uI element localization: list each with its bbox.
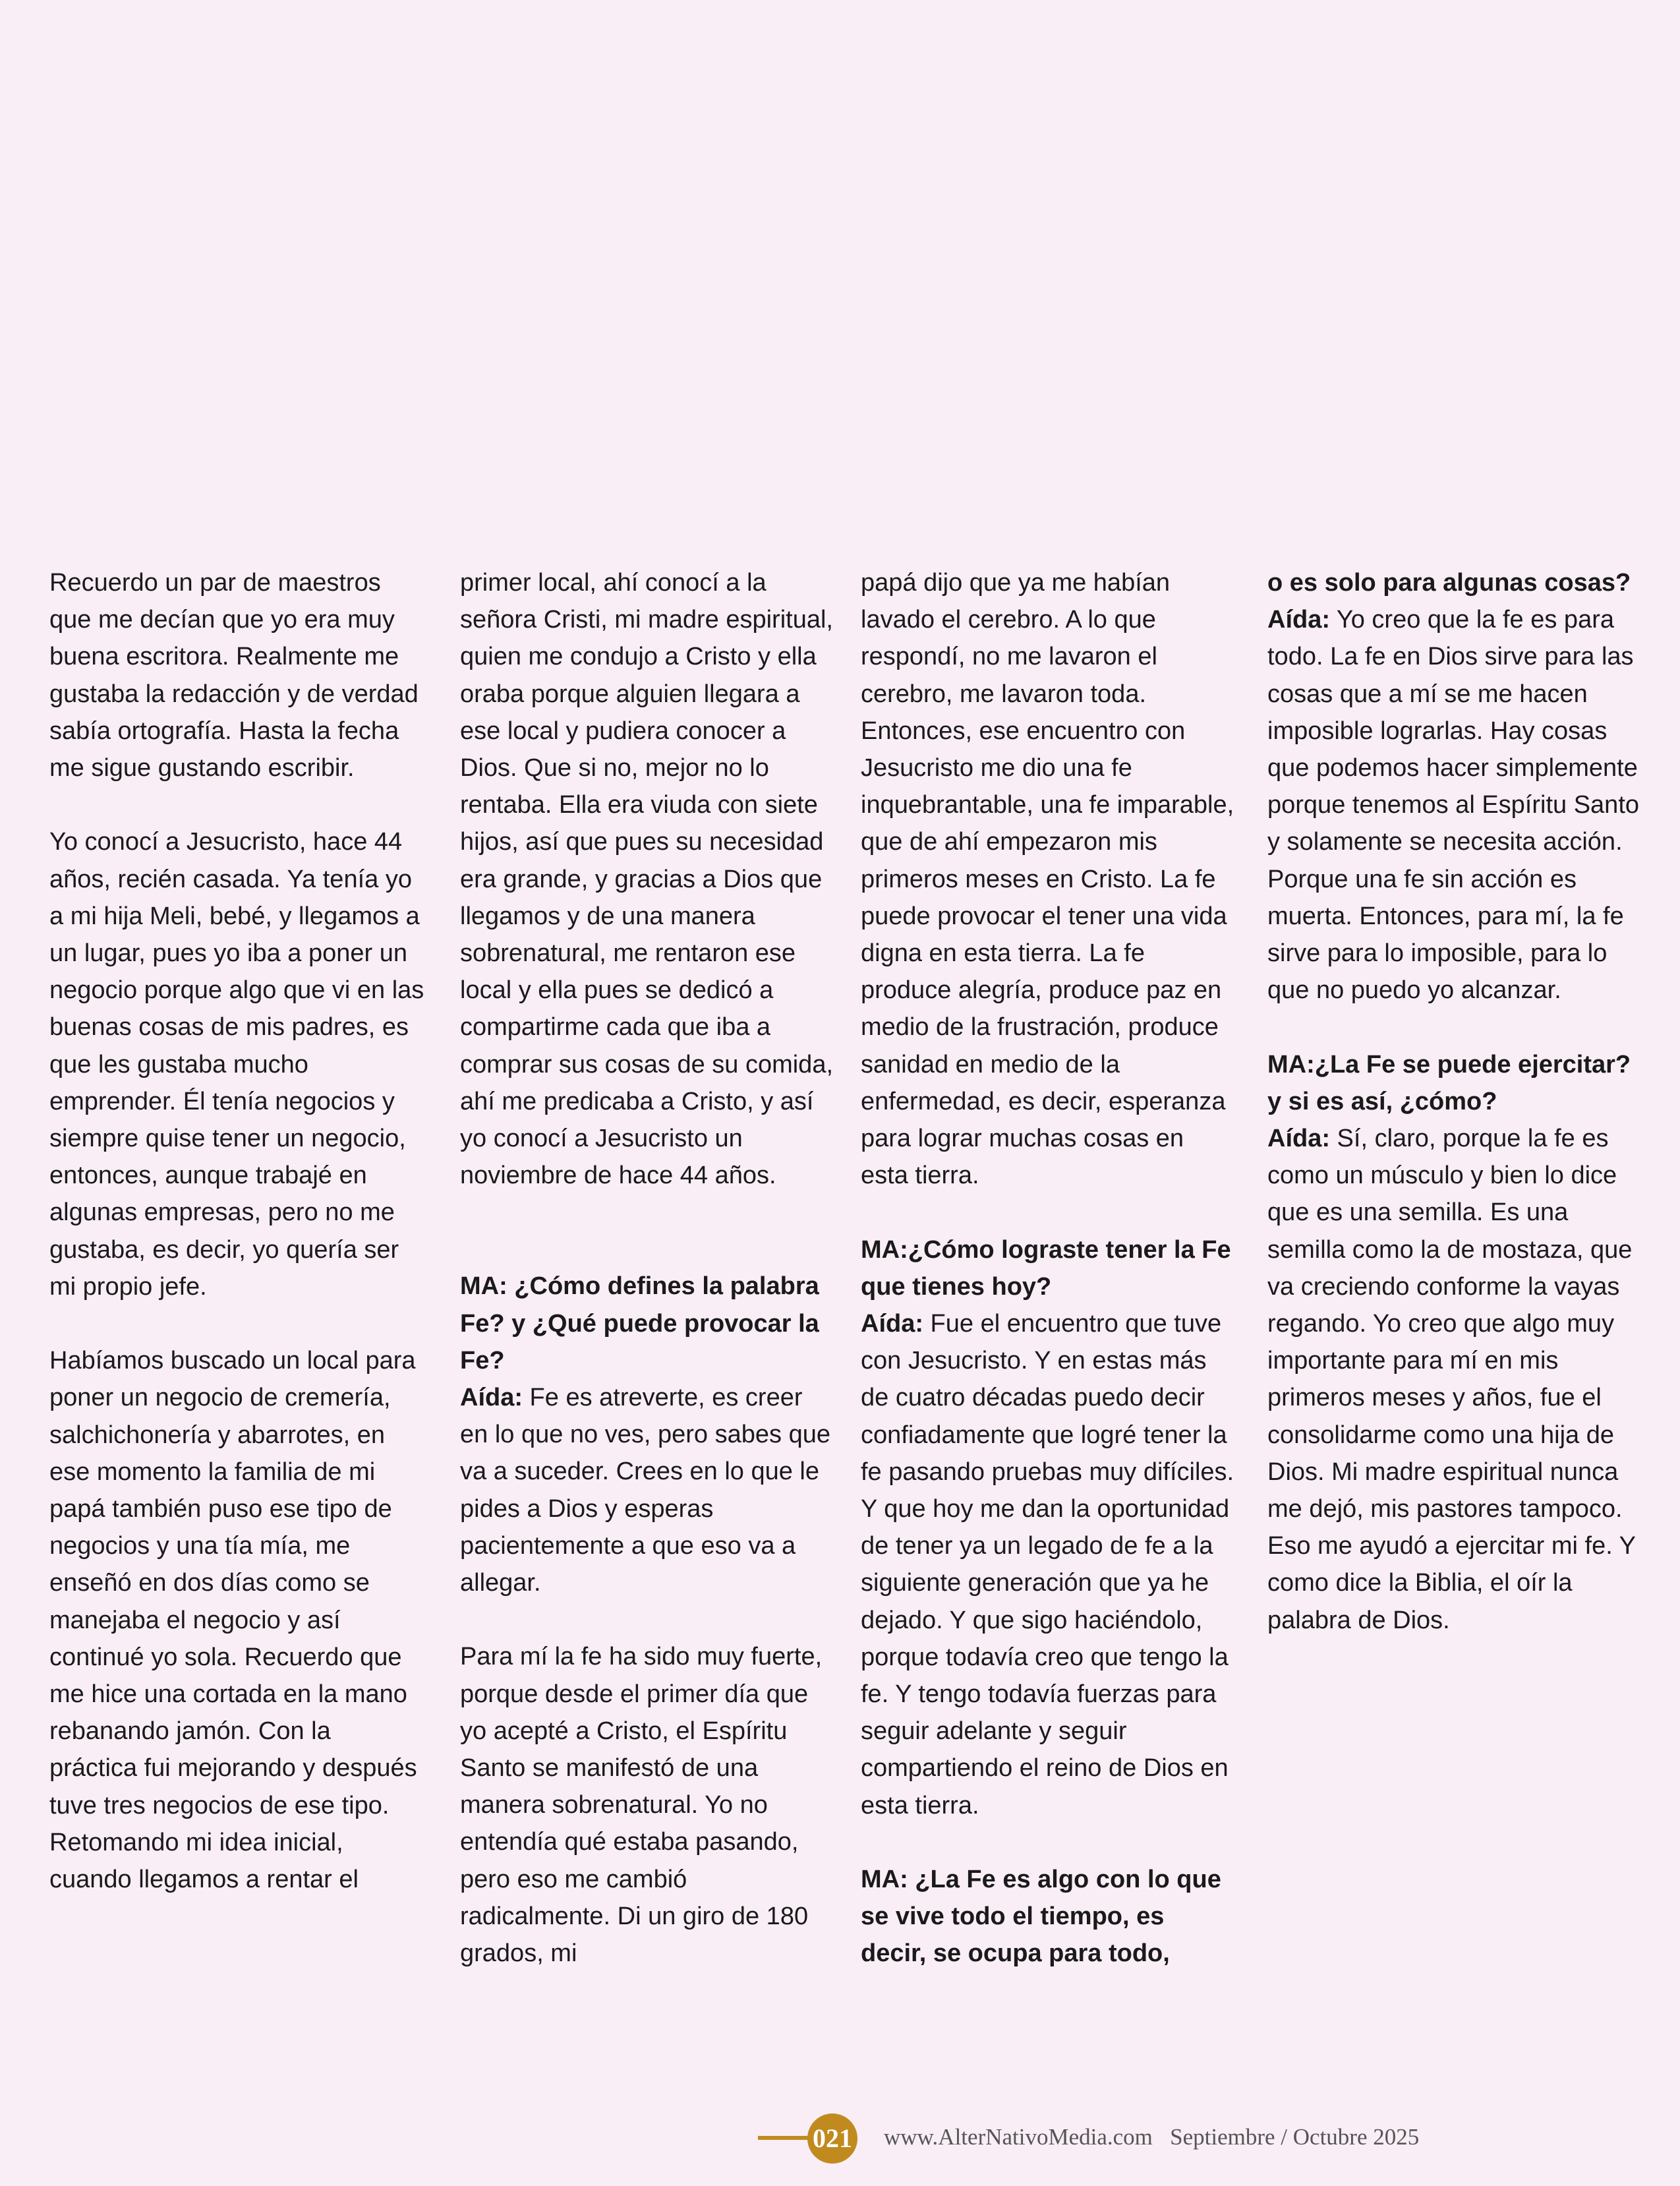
interview-question: MA: ¿La Fe es algo con lo que se vive todo el tiempo, es decir, se ocupa para todo, — [861, 1866, 1221, 1968]
column-2 — [460, 564, 836, 1972]
page-footer — [758, 2113, 1588, 2160]
footer-rule — [758, 2136, 811, 2140]
interview-question: MA:¿La Fe se puede ejercitar? y si es así, ¿cómo? — [1267, 1050, 1631, 1115]
page-number: 021 — [807, 2113, 857, 2164]
paragraph: papá dijo que ya me habían lavado el cerebro. A lo que respondí, no me lavaron el cerebro, me lavaron toda. Entonces, ese encuentro con Jesucristo me dio una fe inquebrantable, una fe imparable, que de ahí empezaron mis primeros meses en Cristo. La fe puede provocar el tener una vida digna en esta tierra. La fe produce alegría, produce paz en medio de la frustración, produce sanidad en medio de la enfermedad, es decir, esperanza para lograr muchas cosas en esta tierra. — [861, 569, 1234, 1190]
answer-text: Fe es atreverte, es creer en lo que no ves, pero sabes que va a suceder. Crees en lo que le pides a Dios y esperas pacientemente a que eso va a allegar. — [460, 1384, 830, 1597]
interview-question: MA: ¿Cómo defines la palabra Fe? y ¿Qué puede provocar la Fe? — [460, 1272, 819, 1374]
answer-text: Fue el encuentro que tuve con Jesucristo. Y en estas más de cuatro décadas puedo decir confiadamente que logré tener la fe pasando pruebas muy difíciles. — [861, 1310, 1234, 1486]
interview-question: MA:¿Cómo lograste tener la Fe que tienes hoy? — [861, 1235, 1231, 1301]
paragraph: Y que hoy me dan la oportunidad de tener ya un legado de fe a la siguiente generación que ya he dejado. Y que sigo haciéndolo, porque todavía creo que tengo la fe. Y tengo todavía fuerzas para seguir adelante y seguir compartiendo el reino de Dios en esta tierra. — [861, 1495, 1230, 1819]
footer-text — [884, 2124, 1419, 2150]
speaker-label: Aída: — [1267, 1125, 1330, 1153]
interview-answer — [1267, 601, 1643, 1009]
interview-answer — [1267, 1120, 1643, 1639]
paragraph: Recuerdo un par de maestros que me decían que yo era muy buena escritora. Realmente me gustaba la redacción y de verdad sabía ortografía. Hasta la fecha me sigue gustando escribir. — [49, 569, 419, 783]
interview-question: o es solo para algunas cosas? — [1267, 569, 1631, 597]
column-1 — [49, 564, 425, 1898]
speaker-label: Aída: — [861, 1310, 923, 1338]
paragraph: Para mí la fe ha sido muy fuerte, porque desde el primer día que yo acepté a Cristo, el Espíritu Santo se manifestó de una manera sobrenatural. Yo no entendía qué estaba pasando, pero eso me cambió radicalmente. Di un giro de 180 grados, mi — [460, 1643, 823, 1968]
column-3 — [861, 564, 1236, 1972]
paragraph: Yo conocí a Jesucristo, hace 44 años, recién casada. Ya tenía yo a mi hija Meli, bebé, y llegamos a un lugar, pues yo iba a poner un negocio porque algo que vi en las buenas cosas de mis padres, es que les gustaba mucho emprender. Él tenía negocios y siempre quise tener un negocio, entonces, aunque trabajé en algunas empresas, pero no me gustaba, es decir, yo quería ser mi propio jefe. — [49, 828, 424, 1301]
interview-answer — [861, 1305, 1236, 1491]
paragraph: Habíamos buscado un local para poner un negocio de cremería, salchichonería y abarrotes, en ese momento la familia de mi papá también puso ese tipo de negocios y una tía mía, me enseñó en dos días como se manejaba el negocio y así continué yo sola. Recuerdo que me hice una cortada en la mano rebanando jamón. Con la práctica fui mejorando y después tuve tres negocios de ese tipo. — [49, 1347, 417, 1819]
answer-text: Sí, claro, porque la fe es como un músculo y bien lo dice que es una semilla. Es una semilla como la de mostaza, que va creciendo conforme la vayas regando. Yo creo que algo muy importante para mí en mis primeros meses y años, fue el consolidarme como una hija de Dios. Mi madre espiritual nunca me dejó, mis pastores tampoco. Eso me ayudó a ejercitar mi fe. Y como dice la Biblia, el oír la palabra de Dios. — [1267, 1125, 1636, 1634]
paragraph: Retomando mi idea inicial, cuando llegamos a rentar el — [49, 1828, 359, 1894]
answer-text: Yo creo que la fe es para todo. La fe en Dios sirve para las cosas que a mí se me hacen imposible lograrlas. Hay cosas que podemos hacer simplemente porque tenemos al Espíritu Santo y solamente se necesita acción. Porque una fe sin acción es muerta. Entonces, para mí, la fe sirve para lo imposible, para lo que no puedo yo alcanzar. — [1267, 606, 1640, 1005]
column-4 — [1267, 564, 1643, 1639]
website-link[interactable]: www.AlterNativoMedia.com — [884, 2124, 1153, 2150]
speaker-label: Aída: — [460, 1384, 523, 1412]
paragraph: primer local, ahí conocí a la señora Cristi, mi madre espiritual, quien me condujo a Cristo y ella oraba porque alguien llegara a ese local y pudiera conocer a Dios. Que si no, mejor no lo rentaba. Ella era viuda con siete hijos, así que pues su necesidad era grande, y gracias a Dios que llegamos y de una manera sobrenatural, me rentaron ese local y ella pues se dedicó a compartirme cada que iba a comprar sus cosas de su comida, ahí me predicaba a Cristo, y así yo conocí a Jesucristo un noviembre de hace 44 años. — [460, 569, 834, 1190]
interview-answer — [460, 1379, 836, 1601]
speaker-label: Aída: — [1267, 606, 1330, 634]
issue-date: Septiembre / Octubre 2025 — [1170, 2124, 1420, 2150]
